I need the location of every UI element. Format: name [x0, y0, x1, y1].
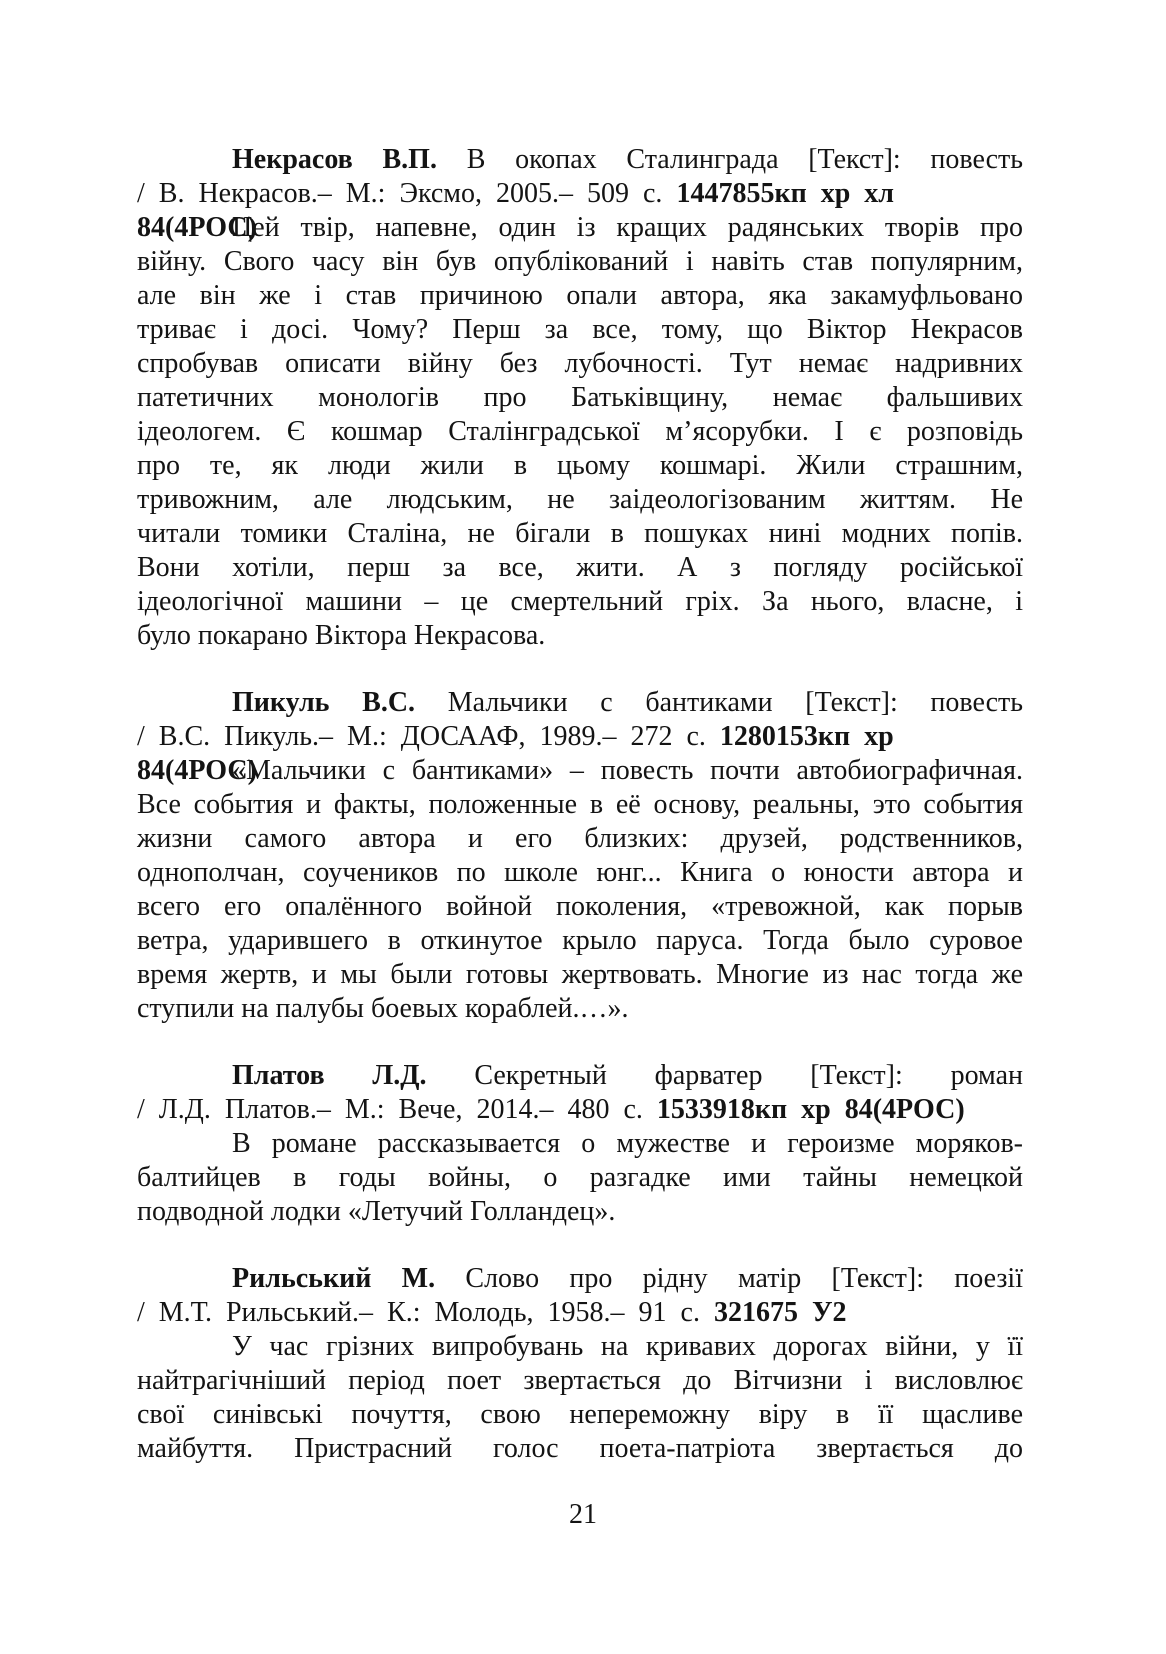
annotation-line: було покарано Віктора Некрасова.	[137, 620, 546, 651]
entry-imprint	[137, 1093, 1023, 1127]
entry-heading	[137, 1262, 1023, 1296]
annotation	[137, 754, 1023, 1026]
annotation-line: триває і досі. Чому? Перш за все, тому, що Віктор Некрасов	[137, 314, 1023, 345]
annotation	[137, 211, 1023, 653]
annotation-line: всего его опалённого войной поколения, «тревожной, как порыв	[137, 891, 1023, 922]
annotation-line: подводной лодки «Летучий Голландец».	[137, 1196, 616, 1227]
page-body	[137, 143, 1023, 1499]
annotation-line: Все события и факты, положенные в её основу, реальны, это события	[137, 789, 1023, 820]
annotation-line: балтийцев в годы войны, о разгадке ими тайны немецкой	[137, 1162, 1023, 1193]
bibliography-entry	[137, 1059, 1023, 1229]
annotation-line: Цей твір, напевне, один із кращих радянських творів про	[232, 212, 1023, 243]
imprint: / В.С. Пикуль.– М.: ДОСААФ, 1989.– 272 с.	[137, 721, 706, 752]
author-name: Рильський М.	[232, 1263, 436, 1294]
shelfmark: 321675 У2	[713, 1297, 847, 1328]
annotation-line: В романе рассказывается о мужестве и героизме моряков-	[232, 1128, 1023, 1159]
annotation-line: війну. Свого часу він був опублікований і навіть став популярним,	[137, 246, 1023, 277]
author-name: Платов Л.Д.	[232, 1060, 427, 1091]
book-title: Секретный фарватер [Текст]: роман	[474, 1060, 1023, 1091]
entry-imprint	[137, 1296, 1023, 1330]
page-number: 21	[569, 1499, 597, 1530]
entry-heading	[137, 143, 1023, 177]
entry-heading	[137, 1059, 1023, 1093]
annotation-line: свої синівські почуття, свою непереможну віру в її щасливе	[137, 1399, 1023, 1430]
book-title: Мальчики с бантиками [Текст]: повесть	[447, 687, 1024, 718]
annotation	[137, 1127, 1023, 1229]
imprint: / М.Т. Рильський.– К.: Молодь, 1958.– 91 с.	[137, 1297, 700, 1328]
annotation-line: ідеологем. Є кошмар Сталінградської м’ясорубки. І є розповідь	[137, 416, 1023, 447]
author-name: Пикуль В.С.	[232, 687, 416, 718]
bibliography-entry	[137, 686, 1023, 1026]
book-title: Слово про рідну матір [Текст]: поезії	[465, 1263, 1023, 1294]
book-title: В окопах Сталинграда [Текст]: повесть	[466, 144, 1024, 175]
annotation-line: ідеологічної машини – це смертельний гріх. За нього, власне, і	[137, 586, 1023, 617]
annotation-line: ветра, ударившего в откинутое крыло паруса. Тогда было суровое	[137, 925, 1023, 956]
annotation-line: ступили на палубы боевых кораблей.…».	[137, 993, 629, 1024]
annotation-line: жизни самого автора и его близких: друзей, родственников,	[137, 823, 1023, 854]
annotation-line: читали томики Сталіна, не бігали в пошуках нині модних попів.	[137, 518, 1023, 549]
annotation-line: майбуття. Пристрасний голос поета-патріота звертається до	[137, 1433, 1023, 1464]
annotation-line: У час грізних випробувань на кривавих дорогах війни, у її	[232, 1331, 1023, 1362]
annotation-line: Вони хотіли, перш за все, жити. А з погляду російської	[137, 552, 1023, 583]
imprint: / Л.Д. Платов.– М.: Вече, 2014.– 480 с.	[137, 1094, 643, 1125]
annotation-line: «Мальчики с бантиками» – повесть почти автобиографичная.	[232, 755, 1023, 786]
annotation-line: тривожним, але людським, не заідеологізованим життям. Не	[137, 484, 1023, 515]
annotation-line: але він же і став причиною опали автора, яка закамуфльовано	[137, 280, 1023, 311]
annotation-line: найтрагічніший період поет звертається до Вітчизни і висловлює	[137, 1365, 1023, 1396]
annotation-line: про те, як люди жили в цьому кошмарі. Жили страшним,	[137, 450, 1023, 481]
annotation	[137, 1330, 1023, 1466]
annotation-line: патетичних монологів про Батьківщину, немає фальшивих	[137, 382, 1023, 413]
shelfmark: 1447855кп хр хл 84(4РОС)	[137, 178, 894, 243]
annotation-line: однополчан, соучеников по школе юнг... Книга о юности автора и	[137, 857, 1023, 888]
entry-heading	[137, 686, 1023, 720]
annotation-line: время жертв, и мы были готовы жертвовать. Многие из нас тогда же	[137, 959, 1023, 990]
annotation-line: спробував описати війну без лубочності. Тут немає надривних	[137, 348, 1023, 379]
shelfmark: 1533918кп хр 84(4РОС)	[656, 1094, 965, 1125]
imprint: / В. Некрасов.– М.: Эксмо, 2005.– 509 с.	[137, 178, 663, 209]
shelfmark: 1280153кп хр 84(4РОС)	[137, 721, 894, 786]
author-name: Некрасов В.П.	[232, 144, 437, 175]
bibliography-entry	[137, 1262, 1023, 1466]
bibliography-entry	[137, 143, 1023, 653]
